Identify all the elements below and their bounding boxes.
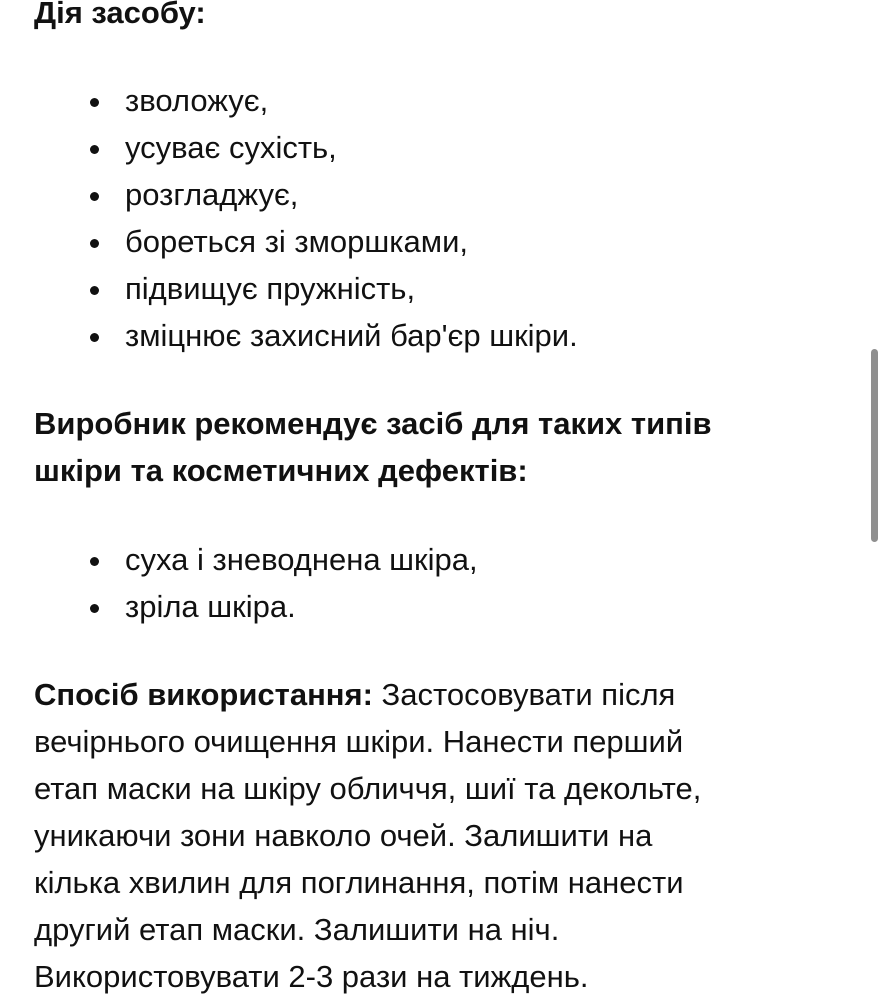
usage-label: Спосіб використання: xyxy=(34,677,373,712)
list-item: зріла шкіра. xyxy=(34,583,854,630)
recommend-heading-line: Виробник рекомендує засіб для таких типів xyxy=(34,406,712,441)
list-item: підвищує пружність, xyxy=(34,265,854,312)
usage-line: кілька хвилин для поглинання, потім нанести xyxy=(34,865,684,900)
spacer xyxy=(34,630,854,671)
list-item: суха і зневоднена шкіра, xyxy=(34,536,854,583)
usage-line: другий етап маски. Залишити на ніч. xyxy=(34,912,560,947)
usage-line: етап маски на шкіру обличчя, шиї та декольте, xyxy=(34,771,702,806)
list-item: зволожує, xyxy=(34,77,854,124)
recommend-heading-line: шкіри та косметичних дефектів: xyxy=(34,453,528,488)
recommend-list xyxy=(34,536,854,630)
spacer xyxy=(34,494,854,536)
action-list xyxy=(34,77,854,359)
usage-line: Використовувати 2-3 рази на тиждень. xyxy=(34,959,589,994)
action-heading: Дія засобу: xyxy=(34,0,206,30)
usage-line: Застосовувати після xyxy=(372,677,676,712)
list-item: усуває сухість, xyxy=(34,124,854,171)
spacer xyxy=(34,359,854,400)
usage-line: уникаючи зони навколо очей. Залишити на xyxy=(34,818,653,853)
vertical-scrollbar[interactable] xyxy=(871,349,878,542)
usage-paragraph xyxy=(34,671,854,1000)
recommend-heading xyxy=(34,400,854,494)
list-item: розгладжує, xyxy=(34,171,854,218)
list-item: бореться зі зморшками, xyxy=(34,218,854,265)
product-description xyxy=(34,0,854,1000)
list-item: зміцнює захисний бар'єр шкіри. xyxy=(34,312,854,359)
usage-line: вечірнього очищення шкіри. Нанести перший xyxy=(34,724,684,759)
spacer xyxy=(34,36,854,77)
